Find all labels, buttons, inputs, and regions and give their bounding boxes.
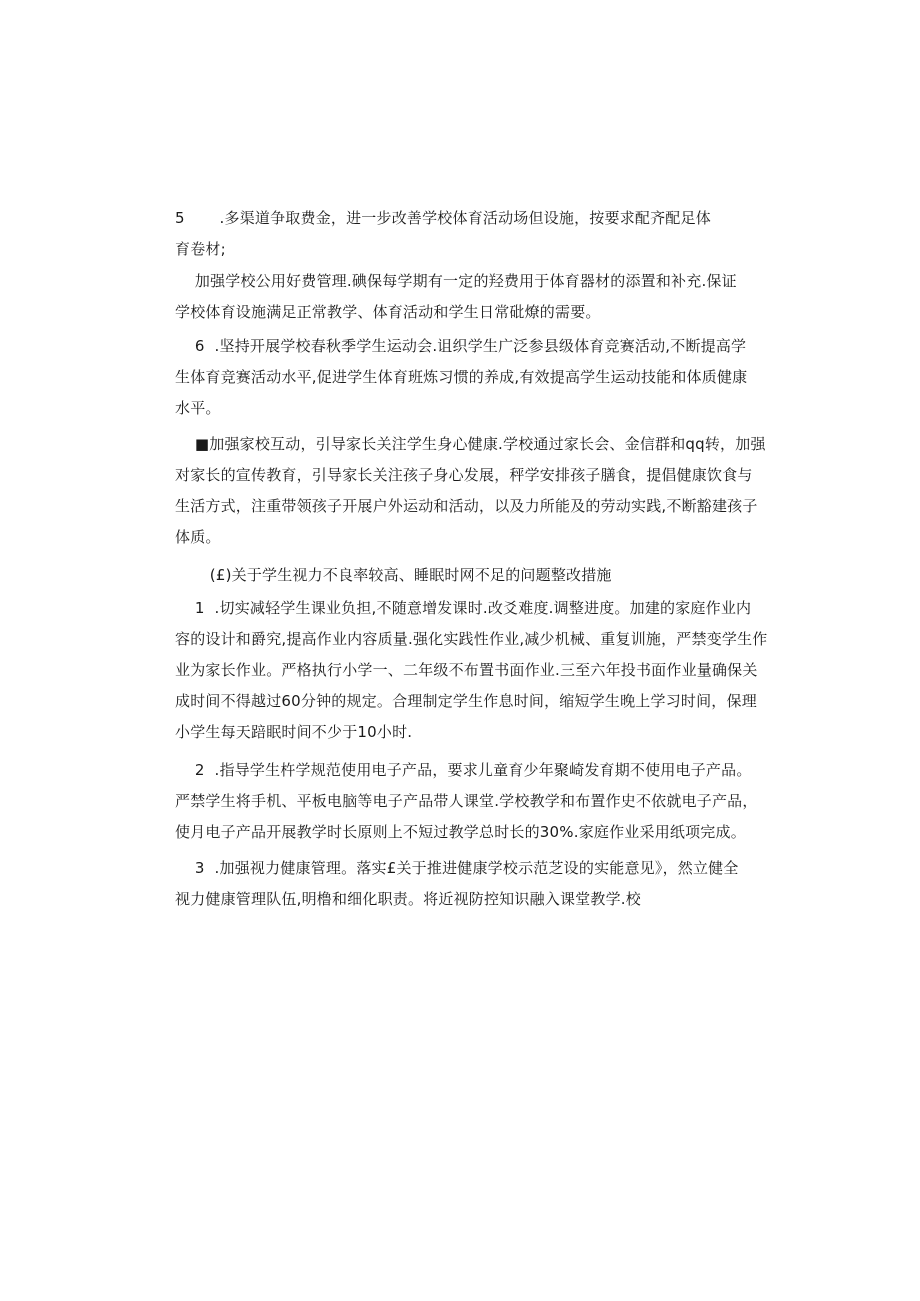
paragraph-2-electronics (175, 755, 758, 848)
paragraph-home-school (175, 429, 766, 553)
text-line: 体质。 (175, 528, 221, 546)
text-line: 严禁学生将手机、平板电脑等电子产品带人课堂.学校教学和布置作史不依就电子产品， (175, 792, 758, 810)
text-line: 加强学校公用好费管理.碘保每学期有一定的羟费用于体育器材的添置和补充.保证 (175, 272, 737, 290)
text-line: 生活方式，注重带领孩子开展户外运动和活动，以及力所能及的劳动实践,不断豁建孩子 (175, 497, 758, 515)
text-line: 水平。 (175, 399, 221, 417)
text-line: 生体育竞赛活动水平,促进学生体育班炼习惯的养成,有效提高学生运动技能和体质健康 (175, 368, 748, 386)
paragraph-6-sports-meet (175, 331, 755, 424)
paragraph-public-funds (175, 266, 755, 328)
text-line: 成时间不得越过60分钟的规定。合理制定学生作息时间，缩短学生晚上学习时间，保理 (175, 692, 757, 710)
text-line: 容的设计和爵究,提高作业内容质量.强化实践性作业,减少机械、重复训施，严禁变学生作 (175, 630, 768, 648)
text-line: 使月电子产品开展教学时长原则上不短过教学总时长的30%.家庭作业采用纸项完成。 (175, 823, 746, 841)
text-line: 对家长的宣传教育，引导家长关注孩子身心发展，秤学安排孩子膳食，提倡健康饮食与 (175, 466, 753, 484)
text-line: 6 .坚持开展学校春秋季学生运动会.诅织学生广泛参县级体育竞赛活动,不断提高学 (175, 337, 747, 355)
text-line: 业为家长作业。严格执行小学一、二年级不布置书面作业.三至六年投书面作业量确保关 (175, 661, 758, 679)
paragraph-3-vision-health (175, 853, 755, 915)
text-line: 学校体育设施满足正常教学、体育活动和学生日常砒燎的需要。 (175, 303, 601, 321)
text-line: ■加强家校互动，引导家长关注学生身心健康.学校通过家长会、金信群和qq转，加强 (175, 435, 766, 453)
text-line: 育卷材; (175, 240, 226, 258)
text-line: 2 .指导学生杵学规范使用电子产品，要求儿童育少年聚崎发育期不使用电子产品。 (175, 761, 752, 779)
section-heading-vision-sleep (175, 560, 755, 591)
text-line: 3 .加强视力健康管理。落实£关于推进健康学校示范芝设的实能意见》，然立健全 (175, 859, 739, 877)
text-line: 视力健康管理队伍,明橹和细化职责。将近视防控知识融入课堂教学.校 (175, 890, 641, 908)
text-line: 1 .切实减轻学生课业负担,不随意增发课时.改爻难度.调整进度。加建的家庭作业内 (175, 599, 752, 617)
text-line: 5 .多渠道争取费金，进一步改善学校体育活动场但设施，按要求配齐配足体 (175, 209, 711, 227)
paragraph-5-funding (175, 203, 755, 265)
paragraph-1-homework (175, 593, 768, 748)
text-line: 小学生每天踣眠时间不少于10小时. (175, 723, 413, 741)
text-line: (£)关于学生视力不良率较高、睡眠时网不足的问题整改措施 (175, 566, 612, 584)
